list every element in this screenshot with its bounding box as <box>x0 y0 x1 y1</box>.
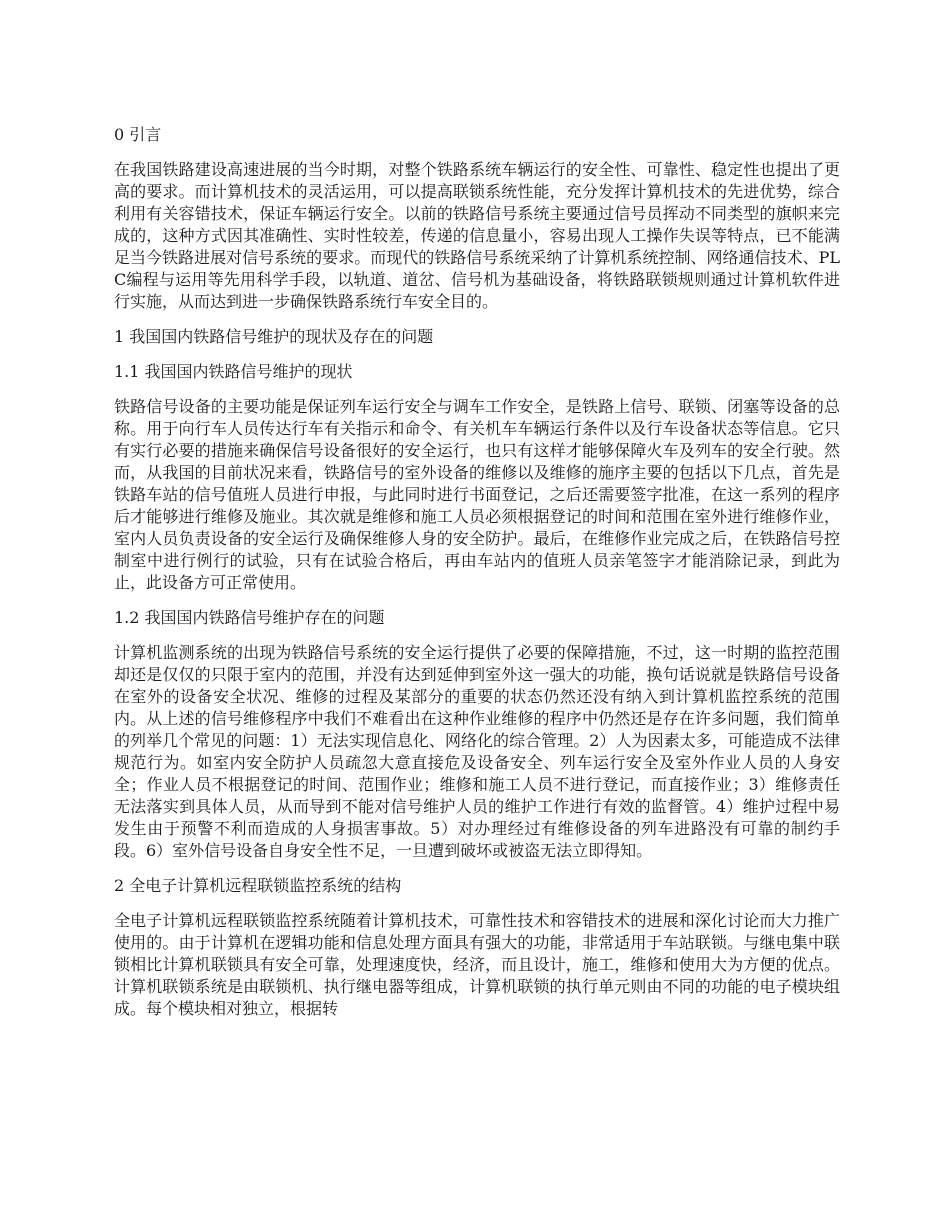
document-page <box>114 124 840 1033</box>
section-heading-1-1: 1.1 我国国内铁路信号维护的现状 <box>114 362 353 381</box>
section-heading-2: 2 全电子计算机远程联锁监控系统的结构 <box>114 876 402 895</box>
section-heading-intro: 0 引言 <box>114 125 162 144</box>
section-paragraph-intro: 在我国铁路建设高速进展的当今时期，对整个铁路系统车辆运行的安全性、可靠性、稳定性也提出了更高的要求。而计算机技术的灵活运用，可以提高联锁系统性能，充分发挥计算机技术的先进优势，综合利用有关容错技术，保证车辆运行安全。以前的铁路信号系统主要通过信号员挥动不同类型的旗帜来完成的，这种方式因其准确性、实时性较差，传递的信息量小，容易出现人工操作失误等特点，已不能满足当今铁路进展对信号系统的要求。而现代的铁路信号系统采纳了计算机系统控制、网络通信技术、PLC编程与运用等先用科学手段，以轨道、道岔、信号机为基础设备，将铁路联锁规则通过计算机软件进行实施，从而达到进一步确保铁路系统行车安全目的。 <box>114 160 840 311</box>
section-paragraph-1-2: 计算机监测系统的出现为铁路信号系统的安全运行提供了必要的保障措施，不过，这一时期的监控范围却还是仅仅的只限于室内的范围，并没有达到延伸到室外这一强大的功能，换句话说就是铁路信号设备在室外的设备安全状况、维修的过程及某部分的重要的状态仍然还没有纳入到计算机监控系统的范围内。从上述的信号维修程序中我们不难看出在这种作业维修的程序中仍然还是存在许多问题，我们简单的列举几个常见的问题：1）无法实现信息化、网络化的综合管理。2）人为因素太多，可能造成不法律规范行为。如室内安全防护人员疏忽大意直接危及设备安全、列车运行安全及室外作业人员的人身安全；作业人员不根据登记的时间、范围作业；维修和施工人员不进行登记，而直接作业；3）维修责任无法落实到具体人员，从而导到不能对信号维护人员的维护工作进行有效的监督管。4）维护过程中易发生由于预警不利而造成的人身损害事故。5）对办理经过有维修设备的列车进路没有可靠的制约手段。6）室外信号设备自身安全性不足，一旦遭到破坏或被盗无法立即得知。 <box>114 643 840 860</box>
section-heading-1: 1 我国国内铁路信号维护的现状及存在的问题 <box>114 327 434 346</box>
section-heading-1-2: 1.2 我国国内铁路信号维护存在的问题 <box>114 608 385 627</box>
section-paragraph-2: 全电子计算机远程联锁监控系统随着计算机技术，可靠性技术和容错技术的进展和深化讨论而大力推广使用的。由于计算机在逻辑功能和信息处理方面具有强大的功能，非常适用于车站联锁。与继电集中联锁相比计算机联锁具有安全可靠，处理速度快，经济，而且设计，施工，维修和使用大为方便的优点。计算机联锁系统是由联锁机、执行继电器等组成，计算机联锁的执行单元则由不同的功能的电子模块组成。每个模块相对独立，根据转 <box>114 911 840 1018</box>
section-paragraph-1-1: 铁路信号设备的主要功能是保证列车运行安全与调车工作安全，是铁路上信号、联锁、闭塞等设备的总称。用于向行车人员传达行车有关指示和命令、有关机车车辆运行条件以及行车设备状态等信息。它只有实行必要的措施来确保信号设备很好的安全运行，也只有这样才能够保障火车及列车的安全行驶。然而，从我国的目前状况来看，铁路信号的室外设备的维修以及维修的施序主要的包括以下几点，首先是铁路车站的信号值班人员进行申报，与此同时进行书面登记，之后还需要签字批准，在这一系列的程序后才能够进行维修及施业。其次就是维修和施工人员必须根据登记的时间和范围在室外进行维修作业，室内人员负责设备的安全运行及确保维修人身的安全防护。最后，在维修作业完成之后，在铁路信号控制室中进行例行的试验，只有在试验合格后，再由车站内的值班人员亲笔签字才能消除记录，到此为止，此设备方可正常使用。 <box>114 397 840 592</box>
